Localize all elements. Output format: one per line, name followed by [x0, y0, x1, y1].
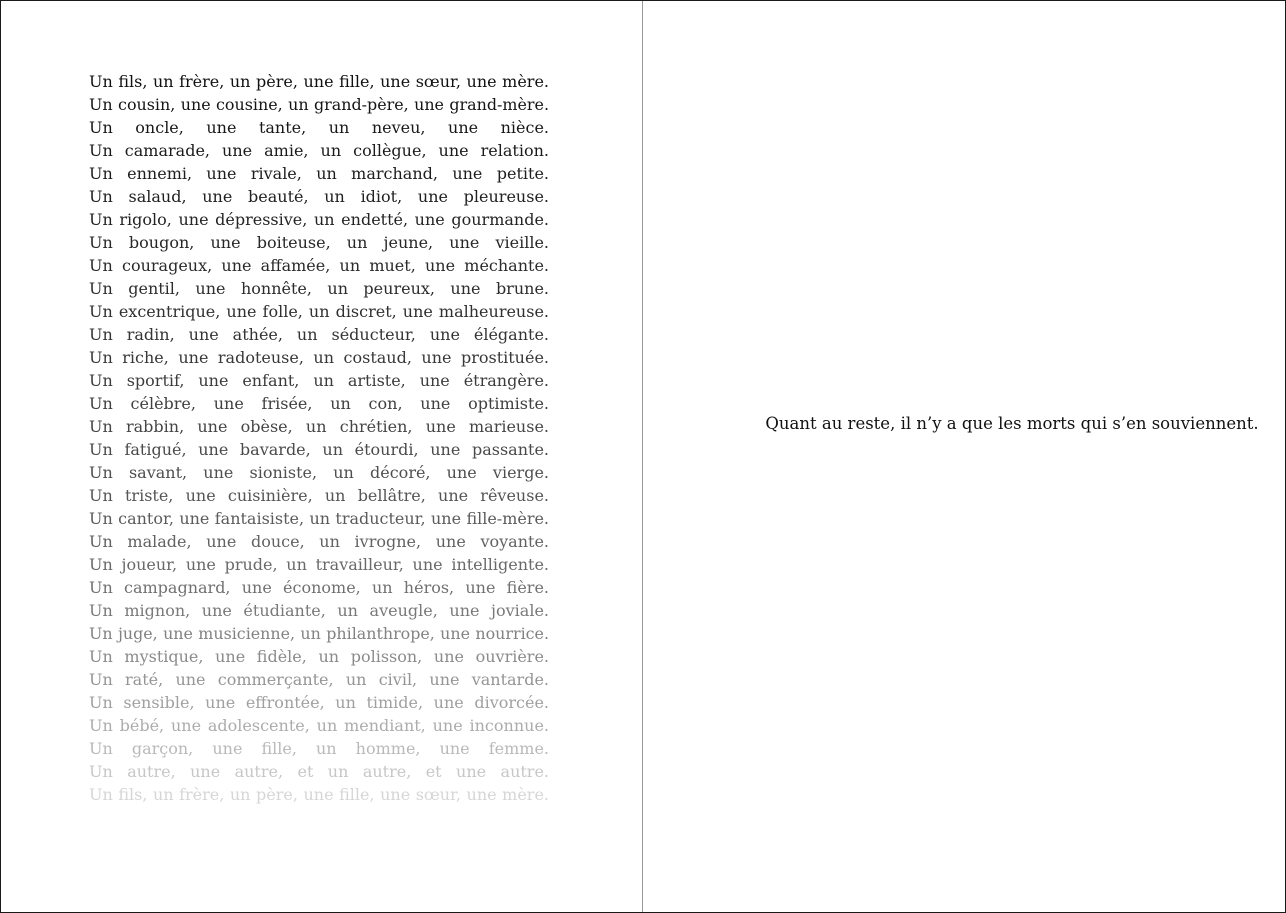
poem-line: Un courageux, une affamée, un muet, une méchante.	[89, 256, 549, 275]
poem-line: Un ennemi, une rivale, un marchand, une petite.	[89, 164, 549, 183]
poem-line: Un raté, une commerçante, un civil, une vantarde.	[89, 670, 549, 689]
poem-line: Un mignon, une étudiante, un aveugle, une joviale.	[89, 601, 549, 620]
poem-line: Un rigolo, une dépressive, un endetté, une gourmande.	[89, 210, 549, 229]
poem-line: Un savant, une sioniste, un décoré, une vierge.	[89, 463, 549, 482]
left-page	[1, 1, 643, 912]
poem-line: Un bébé, une adolescente, un mendiant, une inconnue.	[89, 716, 549, 735]
poem-line: Un triste, une cuisinière, un bellâtre, une rêveuse.	[89, 486, 549, 505]
poem-line: Un bougon, une boiteuse, un jeune, une vieille.	[89, 233, 549, 252]
poem-line: Un fils, un frère, un père, une fille, une sœur, une mère.	[89, 72, 549, 91]
closing-sentence: Quant au reste, il n’y a que les morts qui s’en souviennent.	[765, 414, 1259, 433]
poem-line: Un riche, une radoteuse, un costaud, une prostituée.	[89, 348, 549, 367]
poem-line: Un oncle, une tante, un neveu, une nièce.	[89, 118, 549, 137]
poem-line: Un garçon, une fille, un homme, une femme.	[89, 739, 549, 758]
poem-line: Un malade, une douce, un ivrogne, une voyante.	[89, 532, 549, 551]
poem-line: Un cantor, une fantaisiste, un traducteur, une fille-mère.	[89, 509, 549, 528]
poem-line: Un cousin, une cousine, un grand-père, une grand-mère.	[89, 95, 549, 114]
poem-line: Un joueur, une prude, un travailleur, une intelligente.	[89, 555, 549, 574]
poem-line: Un mystique, une fidèle, un polisson, une ouvrière.	[89, 647, 549, 666]
poem-line: Un excentrique, une folle, un discret, une malheureuse.	[89, 302, 549, 321]
poem-line: Un sportif, une enfant, un artiste, une étrangère.	[89, 371, 549, 390]
poem-line: Un sensible, une effrontée, un timide, une divorcée.	[89, 693, 549, 712]
poem-line: Un camarade, une amie, un collègue, une relation.	[89, 141, 549, 160]
poem-line: Un rabbin, une obèse, un chrétien, une marieuse.	[89, 417, 549, 436]
poem-line: Un fils, un frère, un père, une fille, une sœur, une mère.	[89, 785, 549, 804]
litany-poem	[89, 70, 549, 806]
poem-line: Un autre, une autre, et un autre, et une autre.	[89, 762, 549, 781]
poem-line: Un célèbre, une frisée, un con, une optimiste.	[89, 394, 549, 413]
poem-line: Un juge, une musicienne, un philanthrope, une nourrice.	[89, 624, 549, 643]
right-page	[643, 1, 1285, 912]
poem-line: Un campagnard, une économe, un héros, une fière.	[89, 578, 549, 597]
poem-line: Un gentil, une honnête, un peureux, une brune.	[89, 279, 549, 298]
poem-line: Un fatigué, une bavarde, un étourdi, une passante.	[89, 440, 549, 459]
poem-line: Un radin, une athée, un séducteur, une élégante.	[89, 325, 549, 344]
poem-line: Un salaud, une beauté, un idiot, une pleureuse.	[89, 187, 549, 206]
